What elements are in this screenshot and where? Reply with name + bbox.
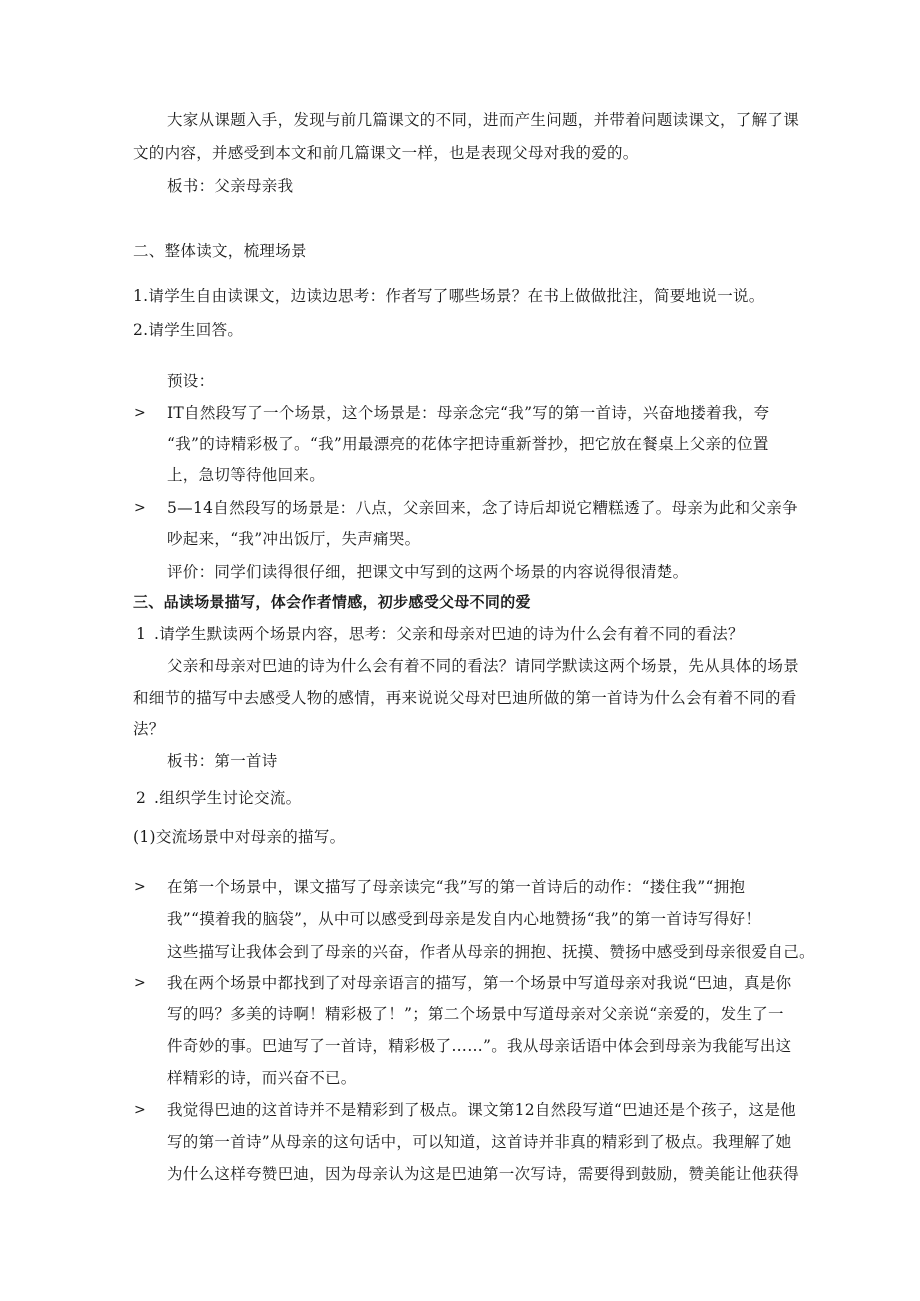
comment-3-line-2: 写的第一首诗”从母亲的这句话中，可以知道，这首诗并非真的精彩到了极点。我理解了她 <box>167 1133 792 1151</box>
bullet-2-line-2: 吵起来，“我”冲出饭厅，失声痛哭。 <box>167 530 421 548</box>
paragraph-1-line-3: 法？ <box>133 720 165 738</box>
paragraph-1-line-2: 和细节的描写中去感受人物的感情，再来说说父母对巴迪所做的第一首诗为什么会有着不同的看 <box>133 689 797 707</box>
bullet-1-line-1: IT自然段写了一个场景，这个场景是：母亲念完“我”写的第一首诗，兴奋地搂着我，夸 <box>167 404 770 422</box>
question-2-text: .组织学生讨论交流。 <box>154 789 302 807</box>
paragraph-1-line-1: 父亲和母亲对巴迪的诗为什么会有着不同的看法？请同学默读这两个场景，先从具体的场景 <box>167 657 800 675</box>
bullet-marker: > <box>134 500 146 516</box>
question-1-number: 1 <box>136 625 147 643</box>
bullet-marker: > <box>134 879 146 895</box>
comment-2-line-1: 我在两个场景中都找到了对母亲语言的描写，第一个场景中写道母亲对我说“巴迪，真是你 <box>167 974 792 992</box>
sub-point-1: (1)交流场景中对母亲的描写。 <box>133 828 346 846</box>
question-2-number: 2 <box>136 789 147 807</box>
question-1-text: .请学生默读两个场景内容，思考：父亲和母亲对巴迪的诗为什么会有着不同的看法？ <box>154 625 744 643</box>
preset-label: 预设： <box>167 372 215 390</box>
bullet-marker: > <box>134 405 146 421</box>
section-2-step-2: 2.请学生回答。 <box>133 321 244 339</box>
comment-3-line-3: 为什么这样夸赞巴迪，因为母亲认为这是巴迪第一次写诗，需要得到鼓励，赞美能让他获得 <box>167 1165 800 1183</box>
bullet-2-line-1: 5—14自然段写的场景是：八点，父亲回来，念了诗后却说它糟糕透了。母亲为此和父亲争 <box>167 499 798 517</box>
board-note-1: 板书：父亲母亲我 <box>167 177 294 195</box>
comment-1-line-2: 我”“摸着我的脑袋”，从中可以感受到母亲是发自内心地赞扬“我”的第一首诗写得好！ <box>167 910 762 928</box>
bullet-1-line-2: “我”的诗精彩极了。“我”用最漂亮的花体字把诗重新誉抄，把它放在餐桌上父亲的位置 <box>167 435 769 453</box>
intro-line-1: 大家从课题入手，发现与前几篇课文的不同，进而产生问题，并带着问题读课文，了解了课 <box>167 111 800 129</box>
intro-line-2: 文的内容，并感受到本文和前几篇课文一样，也是表现父母对我的爱的。 <box>133 144 639 162</box>
section-2-heading: 二、整体读文，梳理场景 <box>133 242 307 260</box>
bullet-marker: > <box>134 975 146 991</box>
comment-2-line-2: 写的吗？多美的诗啊！精彩极了！”；第二个场景中写道母亲对父亲说“亲爱的，发生了一 <box>167 1005 784 1023</box>
evaluation: 评价：同学们读得很仔细，把课文中写到的这两个场景的内容说得很清楚。 <box>167 563 689 581</box>
comment-1-line-3: 这些描写让我体会到了母亲的兴奋，作者从母亲的拥抱、抚摸、赞扬中感受到母亲很爱自己。 <box>167 943 815 961</box>
comment-1-line-1: 在第一个场景中，课文描写了母亲读完“我”写的第一首诗后的动作：“搂住我”“拥抱 <box>167 878 746 896</box>
comment-3-line-1: 我觉得巴迪的这首诗并不是精彩到了极点。课文第12自然段写道“巴迪还是个孩子，这是他 <box>167 1101 796 1119</box>
comment-2-line-3: 件奇妙的事。巴迪写了一首诗，精彩极了……”。我从母亲话语中体会到母亲为我能写出这 <box>167 1037 792 1055</box>
comment-2-line-4: 样精彩的诗，而兴奋不已。 <box>167 1069 357 1087</box>
section-3-heading: 三、品读场景描写，体会作者情感，初步感受父母不同的爱 <box>133 593 531 611</box>
section-2-step-1: 1.请学生自由读课文，边读边思考：作者写了哪些场景？在书上做做批注，简要地说一说。 <box>133 287 765 305</box>
bullet-1-line-3: 上，急切等待他回来。 <box>167 466 326 484</box>
bullet-marker: > <box>134 1102 146 1118</box>
board-note-2: 板书：第一首诗 <box>167 752 278 770</box>
